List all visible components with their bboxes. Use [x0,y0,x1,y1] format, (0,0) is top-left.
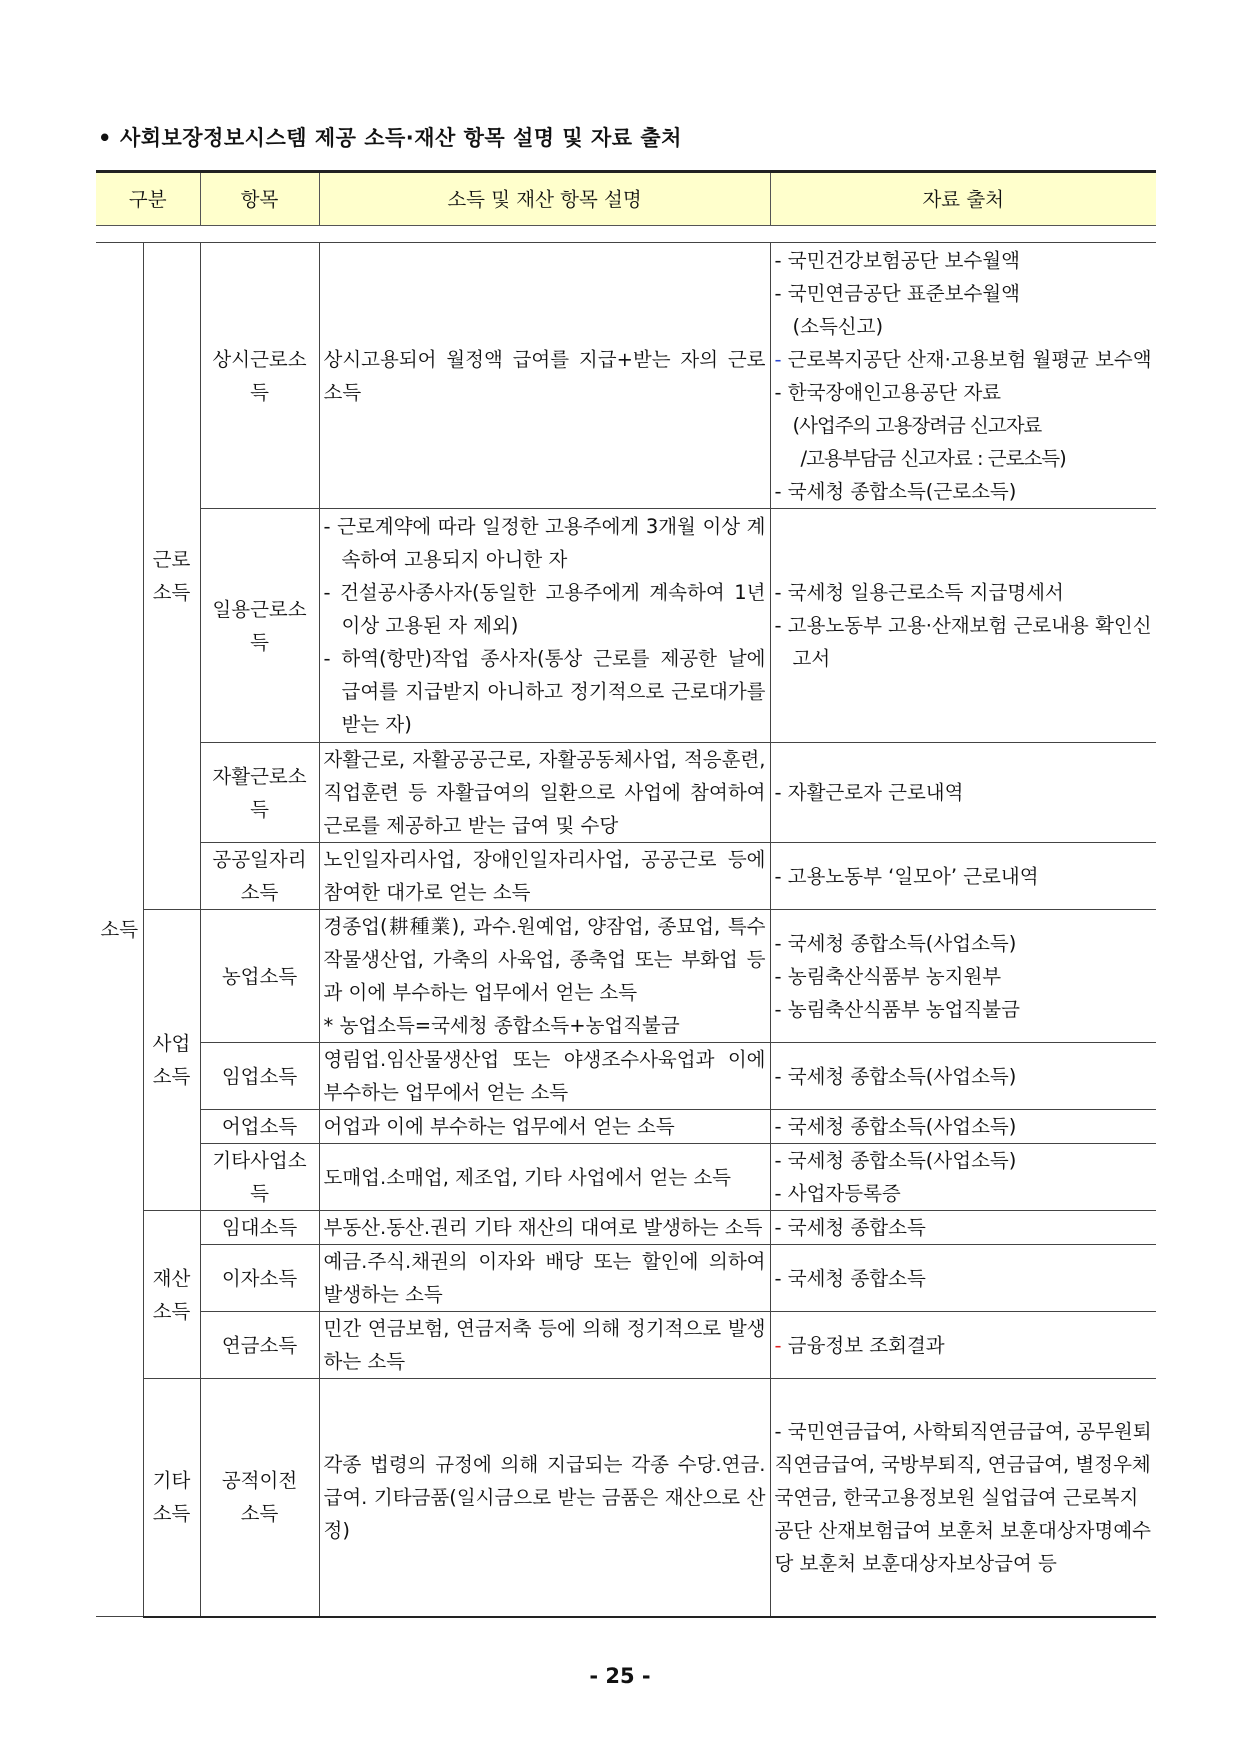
table-row [96,910,1156,1043]
item-public-transfer: 공적이전 소득 [200,1379,319,1617]
item-public-job: 공공일자리 소득 [200,843,319,910]
spacer-row [96,226,1156,243]
group-income: 소득 [96,243,143,1617]
table-row [96,1043,1156,1110]
source-line: - 사업자등록증 [774,1182,901,1205]
desc-daily-labor [319,509,770,743]
source-line: - 국세청 일용근로소득 지급명세서 [774,581,1064,604]
table-row [96,509,1156,743]
title-text: 사회보장정보시스템 제공 소득·재산 항목 설명 및 자료 출처 [119,126,682,150]
source-regular-labor [770,243,1156,509]
desc-line: - 하역(항만)작업 종사자(통상 근로를 제공한 날에 급여를 지급받지 아니하고 정기적으로 근로대가를 받는 자) [323,647,766,736]
source-daily-labor [770,509,1156,743]
source-forest: - 국세청 종합소득(사업소득) [770,1043,1156,1110]
table-header-row [96,172,1156,226]
page-title [98,122,682,152]
table-row [96,743,1156,843]
source-fish: - 국세청 종합소득(사업소득) [770,1110,1156,1144]
header-item: 항목 [200,172,319,226]
source-line: - 국세청 종합소득(사업소득) [774,931,1017,955]
source-interest: - 국세청 종합소득 [770,1245,1156,1312]
source-rent: - 국세청 종합소득 [770,1211,1156,1245]
desc-public-transfer: 각종 법령의 규정에 의해 지급되는 각종 수당.연금.급여. 기타금품(일시금으로 받는 금품은 재산으로 산정) [319,1379,770,1617]
table-row [96,243,1156,509]
title-bullet: • [98,126,112,150]
source-pension [770,1312,1156,1379]
desc-regular-labor: 상시고용되어 월정액 급여를 지급+받는 자의 근로소득 [319,243,770,509]
table-row [96,1312,1156,1379]
desc-self-support: 자활근로, 자활공공근로, 자활공동체사업, 적응훈련, 직업훈련 등 자활급여의 일환으로 사업에 참여하여 근로를 제공하고 받는 급여 및 수당 [319,743,770,843]
header-source: 자료 출처 [770,172,1156,226]
page-number: - 25 - [589,1664,651,1688]
source-line: - 농림축산식품부 농지원부 [774,964,1002,988]
source-line: /고용부담금 신고자료 : 근로소득) [800,446,1066,470]
header-description: 소득 및 재산 항목 설명 [319,172,770,226]
header-category: 구분 [96,172,200,226]
source-line: - 국세청 종합소득(사업소득) [774,1149,1017,1172]
item-pension: 연금소득 [200,1312,319,1379]
desc-other-business: 도매업.소매업, 제조업, 기타 사업에서 얻는 소득 [319,1144,770,1211]
item-self-support: 자활근로소득 [200,743,319,843]
desc-line: 경종업(耕種業), 과수.원예업, 양잠업, 종묘업, 특수작물생산업, 가축의 사육업, 종축업 또는 부화업 등과 이에 부수하는 업무에서 얻는 소득 [323,915,766,1004]
source-line: - 농림축산식품부 농업직불금 [774,997,1020,1021]
table-row [96,843,1156,910]
group-property-income: 재산 소득 [143,1211,200,1379]
source-text: 금융정보 조회결과 [781,1333,945,1357]
source-line: - 고용노동부 고용·산재보험 근로내용 확인신고서 [774,614,1152,670]
source-line [775,343,1153,376]
table-row [96,1211,1156,1245]
desc-farm [319,910,770,1043]
desc-note: * 농업소득=국세청 종합소득+농업직불금 [323,1014,680,1037]
source-line: - 국민연금공단 표준보수월액 [774,281,1020,305]
desc-line: - 근로계약에 따라 일정한 고용주에게 3개월 이상 계속하여 고용되지 아니한 자 [323,515,766,571]
desc-interest: 예금.주식.채권의 이자와 배당 또는 할인에 의하여 발생하는 소득 [319,1245,770,1312]
red-dash: - [774,1333,782,1357]
table-row [96,1110,1156,1144]
income-property-table [96,170,1156,1618]
group-other-income: 기타 소득 [143,1379,200,1617]
table-row [96,1144,1156,1211]
desc-forest: 영림업.임산물생산업 또는 야생조수사육업과 이에 부수하는 업무에서 얻는 소득 [319,1043,770,1110]
source-other-business [770,1144,1156,1211]
source-line: - 국세청 종합소득(근로소득) [774,479,1017,503]
group-business-income: 사업 소득 [143,910,200,1211]
source-farm [770,910,1156,1043]
source-line: - 한국장애인고용공단 자료 [774,380,1002,404]
desc-fish: 어업과 이에 부수하는 업무에서 얻는 소득 [319,1110,770,1144]
item-fish: 어업소득 [200,1110,319,1144]
source-line: (소득신고) [792,314,884,338]
desc-pension: 민간 연금보험, 연금저축 등에 의해 정기적으로 발생하는 소득 [319,1312,770,1379]
desc-public-job: 노인일자리사업, 장애인일자리사업, 공공근로 등에 참여한 대가로 얻는 소득 [319,843,770,910]
desc-line: - 건설공사종사자(동일한 고용주에게 계속하여 1년 이상 고용된 자 제외) [323,581,766,637]
item-other-business: 기타사업소득 [200,1144,319,1211]
group-labor-income: 근로 소득 [143,243,200,910]
item-farm: 농업소득 [200,910,319,1043]
source-line: (사업주의 고용장려금 신고자료 [792,413,1042,437]
table-row [96,1245,1156,1312]
source-self-support: - 자활근로자 근로내역 [770,743,1156,843]
item-regular-labor: 상시근로소득 [200,243,319,509]
item-daily-labor: 일용근로소득 [200,509,319,743]
item-interest: 이자소득 [200,1245,319,1312]
blue-dash: - [774,347,782,371]
source-line: - 국민건강보험공단 보수월액 [774,248,1020,272]
source-public-transfer: - 국민연금급여, 사학퇴직연금급여, 공무원퇴직연금급여, 국방부퇴직, 연금급여, 별정우체국연금, 한국고용정보원 실업급여 근로복지공단 산재보험급여 보훈처 보훈대상자명예수당 보훈처 보훈대상자보상급여 등 [770,1379,1156,1617]
source-public-job: - 고용노동부 ‘일모아’ 근로내역 [770,843,1156,910]
desc-rent: 부동산.동산.권리 기타 재산의 대여로 발생하는 소득 [319,1211,770,1245]
item-rent: 임대소득 [200,1211,319,1245]
source-text: 근로복지공단 산재·고용보험 월평균 보수액 [781,347,1152,371]
table-row [96,1379,1156,1617]
item-forest: 임업소득 [200,1043,319,1110]
